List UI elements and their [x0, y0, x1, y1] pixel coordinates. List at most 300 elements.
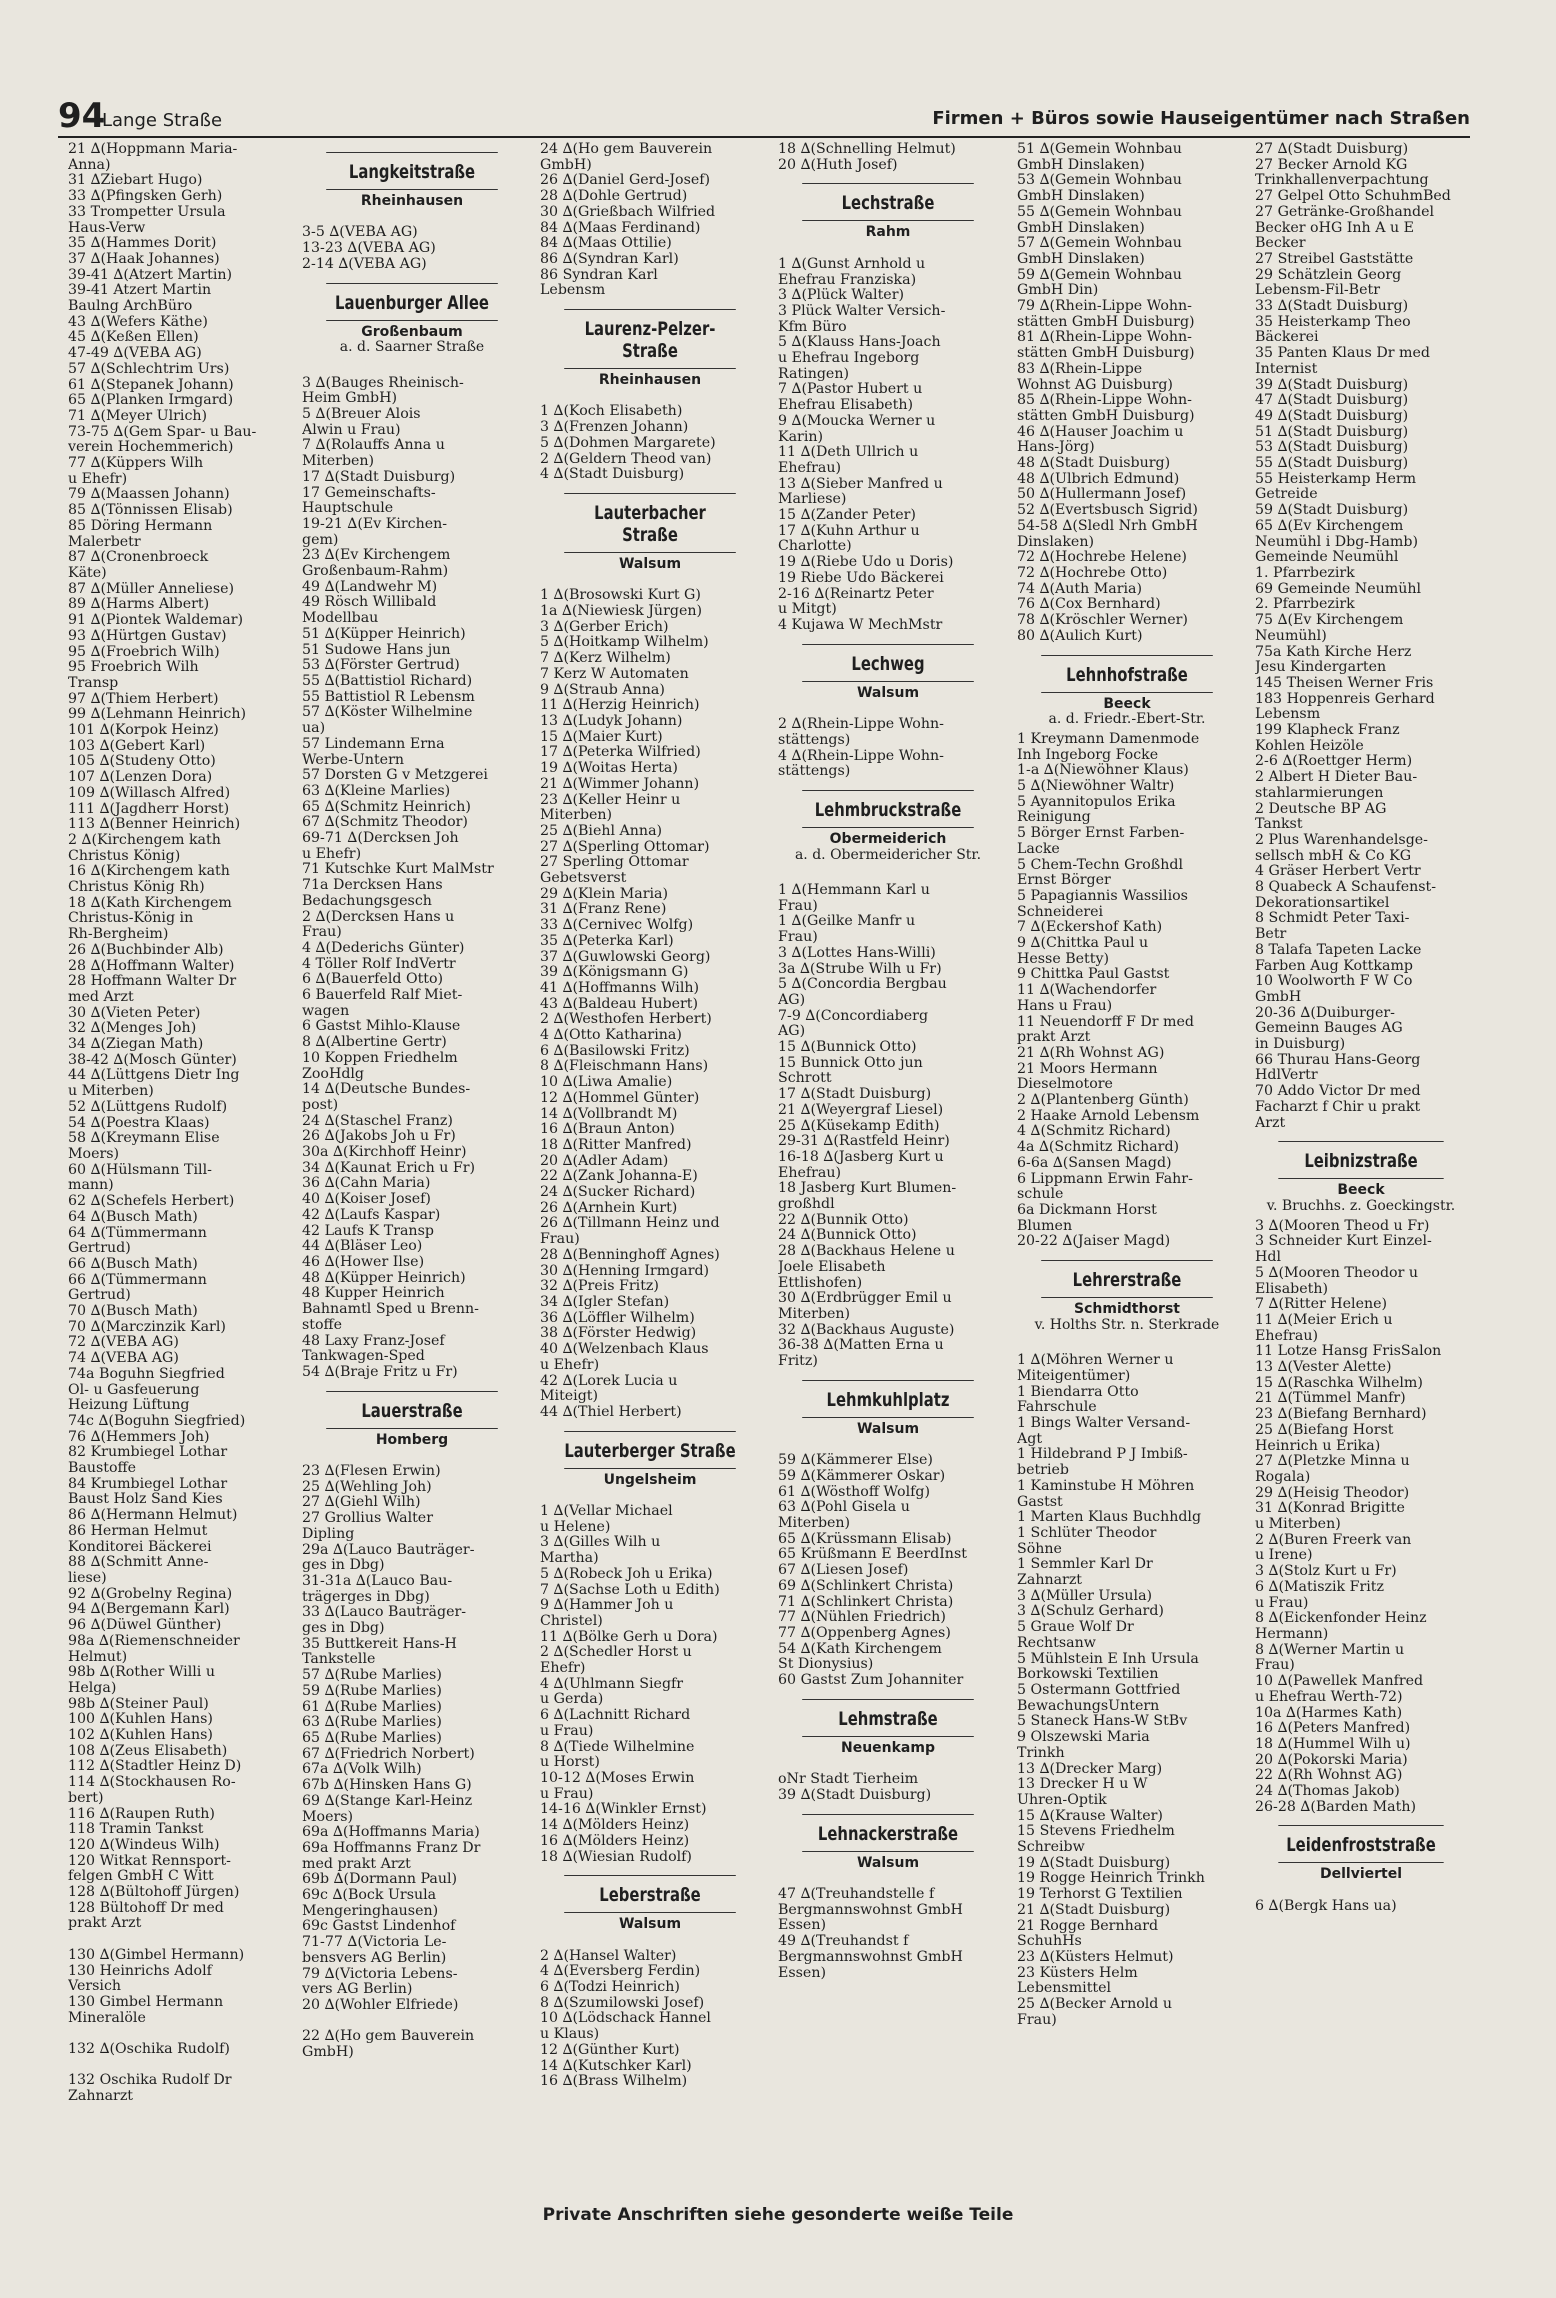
directory-entry: 12 ∆(Hommel Günter) [540, 1090, 700, 1106]
directory-entry: 98b ∆(Steiner Paul) [68, 1696, 209, 1712]
directory-entry: u Frau) [540, 1723, 594, 1739]
directory-entry: 7 ∆(Ritter Helene) [1255, 1297, 1388, 1313]
directory-entry: 51 ∆(Gemein Wohnbau [1017, 142, 1182, 157]
directory-entry: 35 Panten Klaus Dr med [1255, 346, 1430, 362]
directory-entry: 33 ∆(Pfingsken Gerh) [68, 189, 223, 205]
directory-entry: 48 Kupper Heinrich [302, 1286, 445, 1302]
directory-entry: 55 Heisterkamp Herm [1255, 471, 1417, 487]
directory-entry: GmbH Dinslaken) [1017, 157, 1145, 173]
directory-entry: 3 ∆(Müller Ursula) [1017, 1588, 1153, 1604]
directory-entry: 86 Herman Helmut [68, 1523, 208, 1539]
district-label: Rheinhausen [360, 193, 464, 209]
directory-entry: 7 ∆(Pastor Hubert u [778, 382, 923, 398]
directory-entry: Ehefrau) [778, 1165, 842, 1181]
directory-entry: 1 Bings Walter Versand- [1017, 1416, 1191, 1432]
directory-entry: 74 ∆(Auth Maria) [1017, 581, 1143, 597]
directory-entry: 89 ∆(Harms Albert) [68, 597, 210, 613]
directory-entry: 1 Marten Klaus Buchhdlg [1017, 1510, 1202, 1526]
directory-entry: Uhren-Optik [1017, 1792, 1107, 1808]
directory-entry: u Frau) [1255, 1595, 1309, 1611]
directory-entry: Baust Holz Sand Kies [68, 1492, 223, 1508]
directory-entry: GmbH) [540, 157, 592, 173]
directory-entry: Hesse Betty) [1017, 951, 1110, 967]
directory-entry: 25 ∆(Küsekamp Edith) [778, 1118, 940, 1134]
directory-entry: 84 ∆(Maas Ottilie) [540, 236, 672, 252]
directory-entry: 2 Haake Arnold Lebensm [1017, 1108, 1200, 1124]
directory-entry: Trinkhallenverpachtung [1255, 173, 1429, 189]
directory-entry: 76 ∆(Cox Bernhard) [1017, 597, 1161, 613]
directory-entry: 5 ∆(Robeck Joh u Erika) [540, 1566, 713, 1582]
directory-entry: Hermann) [1255, 1626, 1329, 1642]
directory-entry: Lebensm [540, 283, 606, 299]
directory-entry: Reinigung [1017, 810, 1091, 826]
directory-entry: Fahrschule [1017, 1400, 1097, 1416]
directory-entry: 12 ∆(Günther Kurt) [540, 2042, 680, 2058]
directory-entry: AG) [778, 992, 806, 1008]
directory-entry: 43 ∆(Wefers Käthe) [68, 314, 208, 330]
directory-entry: 4 Kujawa W MechMstr [778, 617, 943, 633]
directory-entry: 2. Pfarrbezirk [1255, 597, 1355, 613]
directory-entry: Schneiderei [1017, 904, 1104, 920]
directory-entry: 70 Addo Victor Dr med [1255, 1084, 1421, 1100]
directory-entry: 112 ∆(Stadtler Heinz D) [68, 1759, 242, 1775]
street-range-note: a. d. Obermeidericher Str. [794, 846, 982, 863]
directory-entry: 87 ∆(Müller Anneliese) [68, 581, 235, 597]
directory-entry: 15 ∆(Krause Walter) [1017, 1808, 1163, 1824]
directory-entry: 3 ∆(Plück Walter) [778, 288, 905, 304]
directory-entry: Frau) [778, 930, 818, 946]
directory-entry: 40 ∆(Koiser Josef) [302, 1192, 431, 1208]
directory-entry: 21 ∆(Stadt Duisburg) [1017, 1902, 1171, 1918]
street-heading: Lechstraße [802, 183, 974, 221]
directory-entry [1255, 1883, 1467, 1899]
directory-entry: 14-16 ∆(Winkler Ernst) [540, 1802, 707, 1818]
directory-entry: 108 ∆(Zeus Elisabeth) [68, 1743, 228, 1759]
directory-entry: u Gerda) [540, 1692, 604, 1708]
directory-entry [1017, 1338, 1237, 1354]
directory-entry: Tankstelle [302, 1652, 376, 1668]
directory-entry: 25 ∆(Becker Arnold u [1017, 1997, 1173, 2013]
directory-entry [778, 1438, 998, 1454]
directory-entry: 30a ∆(Kirchhoff Heinr) [302, 1145, 467, 1161]
directory-entry: verein Hochemmerich) [68, 440, 234, 456]
directory-entry: 4 Gräser Herbert Vertr [1255, 864, 1421, 880]
directory-entry: Lebensmittel [1017, 1981, 1112, 1997]
directory-entry: Modellbau [302, 611, 379, 627]
directory-entry: Betr [1255, 927, 1287, 943]
directory-entry: stättengs) [778, 764, 851, 780]
directory-entry: 36 ∆(Löffler Wilhelm) [540, 1310, 695, 1326]
directory-entry: Martha) [540, 1551, 599, 1567]
directory-entry: 14 ∆(Kutschker Karl) [540, 2058, 692, 2074]
directory-entry: stoffe [302, 1317, 342, 1333]
directory-entry: oNr Stadt Tierheim [778, 1772, 919, 1788]
directory-entry: Söhne [1017, 1541, 1062, 1557]
directory-entry: 24 ∆(Ho gem Bauverein [540, 142, 713, 157]
directory-entry: 2-16 ∆(Reinartz Peter [778, 586, 934, 602]
directory-entry: 30 ∆(Vieten Peter) [68, 1005, 201, 1021]
directory-entry: 145 Theisen Werner Fris [1255, 675, 1434, 691]
directory-entry: 66 ∆(Busch Math) [68, 1256, 198, 1272]
directory-entry: 1 ∆(Hemmann Karl u [778, 883, 930, 899]
directory-entry: 23 ∆(Ev Kirchengem [302, 548, 451, 564]
directory-entry: 59 ∆(Kämmerer Else) [778, 1453, 933, 1469]
directory-entry: Baulng ArchBüro [68, 299, 193, 315]
directory-entry: 24 ∆(Sucker Richard) [540, 1185, 696, 1201]
directory-entry: 35 ∆(Peterka Karl) [540, 933, 674, 949]
directory-entry: 26 ∆(Daniel Gerd-Josef) [540, 173, 711, 189]
directory-entry: Baustoffe [68, 1461, 137, 1477]
directory-entry: 1 ∆(Brosowski Kurt G) [540, 588, 701, 604]
directory-entry: 2 ∆(Geldern Theod van) [540, 451, 712, 467]
directory-entry: 19-21 ∆(Ev Kirchen- [302, 516, 448, 532]
directory-entry: 64 ∆(Busch Math) [68, 1209, 198, 1225]
directory-entry: 71 ∆(Meyer Ulrich) [68, 408, 208, 424]
directory-entry: 1 Kaminstube H Möhren [1017, 1478, 1195, 1494]
directory-entry: 61 ∆(Wösthoff Wolfg) [778, 1484, 930, 1500]
directory-entry [778, 701, 998, 717]
directory-entry: 183 Hoppenreis Gerhard [1255, 691, 1435, 707]
directory-entry: 57 ∆(Rube Marlies) [302, 1668, 442, 1684]
directory-entry: 36 ∆(Cahn Maria) [302, 1176, 431, 1192]
directory-entry: 23 Küsters Helm [1017, 1965, 1138, 1981]
directory-entry: 32 ∆(Backhaus Auguste) [778, 1322, 955, 1338]
directory-entry: 1-a ∆(Niewöhner Klaus) [1017, 763, 1189, 779]
directory-entry: 16 ∆(Peters Manfred) [1255, 1721, 1411, 1737]
directory-entry: 86 Syndran Karl [540, 267, 658, 283]
directory-entry: Frau) [302, 925, 342, 941]
directory-entry: 80 ∆(Aulich Kurt) [1017, 628, 1143, 644]
directory-entry: 72 ∆(Hochrebe Otto) [1017, 565, 1168, 581]
column-5 [1017, 142, 1237, 2028]
directory-entry: 1 ∆(Möhren Werner u [1017, 1353, 1174, 1369]
directory-entry: Getreide [1255, 487, 1318, 503]
directory-entry: 102 ∆(Kuhlen Hans) [68, 1728, 213, 1744]
directory-entry: 28 ∆(Hoffmann Walter) [68, 958, 235, 974]
directory-entry: Marliese) [778, 492, 847, 508]
directory-entry: Lacke [1017, 841, 1060, 857]
directory-entry: 88 ∆(Schmitt Anne- [68, 1555, 209, 1571]
directory-entry: GmbH Dinslaken) [1017, 251, 1145, 267]
directory-entry: u Ehefr) [540, 1357, 600, 1373]
directory-entry: bert) [68, 1790, 104, 1806]
directory-entry: 55 ∆(Battistiol Richard) [302, 673, 473, 689]
directory-entry: 101 ∆(Korpok Heinz) [68, 723, 219, 739]
directory-entry: 85 Döring Hermann [68, 518, 213, 534]
directory-entry: Frau) [1017, 2012, 1057, 2028]
directory-entry: 32 ∆(Preis Fritz) [540, 1279, 659, 1295]
district-label: Homberg [375, 1431, 449, 1448]
directory-entry: 41 ∆(Hoffmanns Wilh) [540, 980, 700, 996]
directory-entry: 10 Koppen Friedhelm [302, 1050, 458, 1066]
directory-entry: Miterben) [778, 1516, 851, 1532]
directory-entry: 51 ∆(Stadt Duisburg) [1255, 424, 1409, 440]
directory-entry: 46 ∆(Hauser Joachim u [1017, 424, 1184, 440]
directory-entry: 130 Gimbel Hermann [68, 1994, 224, 2010]
column-3 [540, 142, 760, 2090]
directory-entry: 21 ∆(Wimmer Johann) [540, 776, 700, 792]
directory-entry: 7 Kerz W Automaten [540, 666, 689, 682]
directory-entry: 28 ∆(Dohle Gertrud) [540, 189, 688, 205]
directory-entry: 6 Lippmann Erwin Fahr- [1017, 1171, 1193, 1187]
directory-entry: großhdl [778, 1197, 835, 1213]
directory-entry: 6 ∆(Todzi Heinrich) [540, 1980, 680, 1996]
directory-entry: 15 ∆(Bunnick Otto) [778, 1040, 917, 1056]
directory-entry [302, 2014, 522, 2030]
street-heading: Laurenz-Pelzer-Straße [564, 309, 736, 369]
directory-entry: 17 ∆(Kuhn Arthur u [778, 523, 920, 539]
directory-entry: 27 Streibel Gaststätte [1255, 251, 1414, 267]
directory-entry: 11 ∆(Bölke Gerh u Dora) [540, 1629, 718, 1645]
directory-entry: 2 ∆(Dercksen Hans u [302, 909, 455, 925]
directory-entry: 3 ∆(Gerber Erich) [540, 619, 669, 635]
directory-entry: prakt Arzt [1017, 1030, 1091, 1046]
directory-entry: 9 Olszewski Maria [1017, 1730, 1150, 1746]
directory-entry: Anna) [68, 157, 111, 173]
directory-entry: prakt Arzt [68, 1916, 142, 1932]
directory-entry: Mengeringhausen) [302, 1903, 439, 1919]
directory-entry: 4a ∆(Schmitz Richard) [1017, 1140, 1180, 1156]
directory-entry: 7 ∆(Sachse Loth u Edith) [540, 1582, 720, 1598]
directory-entry: trägerges in Dbg) [302, 1589, 430, 1605]
directory-entry: 120 ∆(Windeus Wilh) [68, 1837, 220, 1853]
directory-entry: 14 ∆(Mölders Heinz) [540, 1818, 690, 1834]
directory-entry: 27 Gelpel Otto SchuhmBed [1255, 189, 1451, 205]
directory-entry: 53 ∆(Förster Gertrud) [302, 658, 460, 674]
directory-entry: Bäckerei [1255, 330, 1319, 346]
directory-entry: Gemeinn Bauges AG [1255, 1021, 1403, 1037]
directory-entry: stätten GmbH Duisburg) [1017, 408, 1195, 424]
directory-entry: 130 ∆(Gimbel Hermann) [68, 1947, 245, 1963]
directory-entry: Schrott [778, 1071, 832, 1087]
directory-entry: 15 ∆(Zander Peter) [778, 508, 916, 524]
directory-entry: SchuhHs [1017, 1934, 1082, 1950]
directory-entry: 107 ∆(Lenzen Dora) [68, 770, 213, 786]
directory-entry: Helmut) [68, 1649, 128, 1665]
directory-entry: 48 ∆(Küpper Heinrich) [302, 1270, 466, 1286]
directory-entry: Zahnarzt [68, 2089, 134, 2105]
directory-entry: 13 ∆(Vester Alette) [1255, 1360, 1392, 1376]
directory-entry: 30 ∆(Erdbrügger Emil u [778, 1291, 952, 1307]
directory-entry: 47 ∆(Treuhandstelle f [778, 1886, 935, 1902]
directory-entry: 18 ∆(Hummel Wilh u) [1255, 1736, 1411, 1752]
directory-entry: 25 ∆(Biefang Horst [1255, 1422, 1394, 1438]
directory-entry: Karin) [778, 429, 824, 445]
directory-entry: Neumühl) [1255, 628, 1327, 644]
street-heading: Lehmstraße [802, 1699, 974, 1737]
directory-entry: Wohnst AG Duisburg) [1017, 377, 1173, 393]
directory-entry: 6 ∆(Bergk Hans ua) [1255, 1898, 1397, 1914]
directory-entry: Moers) [302, 1809, 354, 1825]
directory-entry: 2 ∆(Hansel Walter) [540, 1948, 677, 1964]
directory-entry: Käte) [68, 565, 107, 581]
directory-entry: 11 Lotze Hansg FrisSalon [1255, 1344, 1442, 1360]
directory-entry: 10-12 ∆(Moses Erwin [540, 1770, 695, 1786]
district-label: Beeck [1337, 1182, 1385, 1199]
directory-entry: 16 ∆(Braun Anton) [540, 1122, 675, 1138]
district-label: Walsum [856, 1420, 920, 1437]
directory-entry: 42 ∆(Laufs Kaspar) [302, 1207, 441, 1223]
directory-entry: 20-36 ∆(Duiburger- [1255, 1005, 1395, 1021]
directory-entry: 4 ∆(Rhein-Lippe Wohn- [778, 748, 944, 764]
directory-entry: Tankst [1255, 817, 1303, 833]
directory-entry: Hauptschule [302, 501, 394, 517]
directory-entry: stahlarmierungen [1255, 785, 1384, 801]
directory-entry: 1 Semmler Karl Dr [1017, 1557, 1153, 1573]
directory-entry: 34 ∆(Igler Stefan) [540, 1295, 670, 1310]
directory-entry: 38-42 ∆(Mosch Günter) [68, 1052, 237, 1068]
directory-entry: Transp [68, 675, 119, 691]
directory-entry: 66 Thurau Hans-Georg [1255, 1052, 1421, 1068]
directory-entry: u Frau) [540, 1786, 594, 1802]
directory-entry: 19 ∆(Stadt Duisburg) [1017, 1855, 1171, 1871]
directory-entry: 18 Jasberg Kurt Blumen- [778, 1181, 957, 1197]
directory-entry: 71 ∆(Schlinkert Christa) [778, 1594, 954, 1610]
directory-entry: 17 ∆(Stadt Duisburg) [302, 469, 456, 485]
directory-entry: 60 Gastst Zum Johanniter [778, 1673, 964, 1689]
directory-entry: 31 ∆(Konrad Brigitte [1255, 1501, 1405, 1517]
directory-entry: Gastst [1017, 1494, 1063, 1510]
directory-entry: 116 ∆(Raupen Ruth) [68, 1806, 215, 1822]
directory-entry: 96 ∆(Düwel Günther) [68, 1618, 222, 1634]
directory-entry: 10 Woolworth F W Co [1255, 974, 1413, 990]
directory-entry: Arzt [1255, 1115, 1286, 1131]
directory-entry: 5 ∆(Mooren Theodor u [1255, 1265, 1419, 1281]
directory-entry: 15 Bunnick Otto jun [778, 1055, 923, 1071]
directory-entry [540, 389, 760, 405]
directory-entry: 1 Schlüter Theodor [1017, 1525, 1157, 1541]
directory-entry: 6a Dickmann Horst [1017, 1203, 1157, 1218]
directory-entry: GmbH) [302, 2045, 354, 2061]
district-label: Walsum [856, 684, 920, 701]
street-heading: Lehnackerstraße [802, 1814, 974, 1852]
directory-entry: 64 ∆(Tümmermann [68, 1225, 207, 1241]
directory-entry: 3 Plück Walter Versich- [778, 303, 946, 319]
directory-entry: 3 ∆(Schulz Gerhard) [1017, 1604, 1164, 1620]
directory-entry: 58 ∆(Kreymann Elise [68, 1131, 220, 1147]
directory-entry: Internist [1255, 361, 1318, 377]
directory-entry: 5 ∆(Klauss Hans-Joach [778, 335, 941, 351]
directory-entry: 86 ∆(Hermann Helmut) [68, 1508, 238, 1524]
directory-entry: 69a Hoffmanns Franz Dr [302, 1840, 481, 1856]
district-label: Rheinhausen [598, 372, 702, 389]
directory-entry: 63 ∆(Rube Marlies) [302, 1715, 442, 1731]
directory-entry: 2 Albert H Dieter Bau- [1255, 770, 1418, 786]
directory-entry: Rogala) [1255, 1469, 1311, 1485]
directory-entry: 26-28 ∆(Barden Math) [1255, 1799, 1417, 1815]
street-range-note: a. d. Friedr.-Ebert-Str. [1048, 711, 1206, 728]
directory-entry: 85 ∆(Rhein-Lippe Wohn- [1017, 393, 1192, 409]
directory-entry: 111 ∆(Jagdherr Horst) [68, 801, 230, 817]
directory-entry: Frau) [540, 1232, 580, 1248]
directory-entry: 49 Rösch Willibald [302, 595, 437, 611]
directory-entry: 19 Terhorst G Textilien [1017, 1887, 1183, 1903]
directory-entry: 8 ∆(Werner Martin u [1255, 1642, 1405, 1658]
directory-entry: 6 ∆(Bauerfeld Otto) [302, 972, 444, 988]
directory-entry [778, 1756, 998, 1772]
directory-entry: Rh-Bergheim) [68, 927, 169, 943]
page-number: 94 [58, 96, 106, 136]
directory-entry: 63 ∆(Pohl Gisela u [778, 1500, 910, 1516]
directory-entry: 84 ∆(Maas Ferdinand) [540, 220, 701, 236]
directory-entry: 18 ∆(Ritter Manfred) [540, 1137, 692, 1153]
directory-entry: 53 ∆(Gemein Wohnbau [1017, 173, 1182, 189]
directory-entry: 20-22 ∆(Jaiser Magd) [1017, 1234, 1171, 1250]
street-heading: Langkeitstraße [326, 152, 498, 190]
directory-entry: 2 ∆(Buren Freerk van [1255, 1532, 1412, 1548]
directory-entry: BewachungsUntern [1017, 1698, 1160, 1714]
directory-entry: 3 ∆(Bauges Rheinisch- [302, 375, 464, 391]
directory-entry: 2-14 ∆(VEBA AG) [302, 256, 427, 272]
street-range-note: v. Holths Str. n. Sterkrade [1034, 1316, 1220, 1333]
directory-entry: 22 ∆(Zank Johanna-E) [540, 1169, 698, 1185]
column-2 [302, 142, 522, 2061]
directory-entry: wagen [302, 1003, 350, 1019]
directory-entry: 4 ∆(Stadt Duisburg) [540, 467, 685, 483]
directory-entry: 15 Stevens Friedhelm [1017, 1824, 1175, 1840]
directory-entry: 6 Gastst Mihlo-Klause [302, 1019, 461, 1035]
street-heading: Lehmkuhlplatz [802, 1380, 974, 1418]
directory-entry: 98b ∆(Rother Willi u [68, 1665, 215, 1681]
directory-entry: ges in Dbg) [302, 1558, 385, 1574]
directory-entry: Becker [1255, 236, 1306, 252]
directory-entry: 57 ∆(Schlechtrim Urs) [68, 361, 230, 377]
directory-entry: 2 ∆(Westhofen Herbert) [540, 1012, 712, 1028]
directory-entry: Miteigt) [540, 1389, 599, 1405]
directory-entry: Bergmannswohnst GmbH [778, 1902, 963, 1918]
directory-entry: Konditorei Bäckerei [68, 1539, 212, 1555]
district-label: Beeck [1103, 695, 1151, 712]
directory-entry: 57 Dorsten G v Metzgerei [302, 768, 488, 784]
directory-entry: 5 Papagiannis Wassilios [1017, 888, 1188, 904]
directory-entry: 4 ∆(Schmitz Richard) [1017, 1124, 1171, 1140]
directory-entry: 16 ∆(Kirchengem kath [68, 864, 230, 880]
directory-entry: 10 ∆(Liwa Amalie) [540, 1075, 673, 1091]
directory-entry: 16 ∆(Brass Wilhelm) [540, 2074, 688, 2090]
directory-entry: Ehefr) [540, 1661, 586, 1677]
directory-entry [302, 1448, 522, 1464]
directory-entry: 30 ∆(Grießbach Wilfried [540, 204, 716, 220]
directory-entry: 19 Riebe Udo Bäckerei [778, 570, 944, 586]
directory-entry: 17 ∆(Peterka Wilfried) [540, 745, 701, 761]
directory-entry: 26 ∆(Jakobs Joh u Fr) [302, 1129, 456, 1145]
directory-entry: 95 Froebrich Wilh [68, 660, 199, 676]
directory-entry: 21 Rogge Bernhard [1017, 1918, 1159, 1934]
directory-entry: Dieselmotore [1017, 1077, 1113, 1093]
directory-entry: u Klaus) [540, 2027, 600, 2043]
directory-entry: Jesu Kindergarten [1255, 660, 1387, 676]
directory-entry: 3a ∆(Strube Wilh u Fr) [778, 961, 942, 977]
directory-entry: 30 ∆(Henning Irmgard) [540, 1263, 710, 1279]
directory-entry: AG) [778, 1024, 806, 1040]
directory-entry: 59 ∆(Stadt Duisburg) [1255, 503, 1409, 519]
directory-entry: 6 Bauerfeld Ralf Miet- [302, 988, 463, 1004]
directory-entry: 11 Neuendorff F Dr med [1017, 1014, 1194, 1030]
directory-entry: 20 ∆(Adler Adam) [540, 1153, 669, 1169]
directory-entry: 4 ∆(Dederichs Günter) [302, 940, 465, 956]
directory-entry: 60 ∆(Hülsmann Till- [68, 1162, 212, 1178]
directory-entry: 118 Tramin Tankst [68, 1822, 204, 1838]
directory-entry: 79 ∆(Maassen Johann) [68, 487, 230, 503]
directory-entry: Frau) [1255, 1658, 1295, 1674]
directory-entry: 48 ∆(Stadt Duisburg) [1017, 456, 1171, 472]
directory-entry: 69c ∆(Bock Ursula [302, 1888, 437, 1904]
directory-entry: GmbH Dinslaken) [1017, 189, 1145, 205]
directory-entry: 2 ∆(Rhein-Lippe Wohn- [778, 717, 944, 733]
directory-entry: 35 ∆(Hammes Dorit) [68, 236, 217, 252]
directory-entry: 33 ∆(Stadt Duisburg) [1255, 299, 1409, 315]
directory-entry: Christel) [540, 1613, 603, 1629]
